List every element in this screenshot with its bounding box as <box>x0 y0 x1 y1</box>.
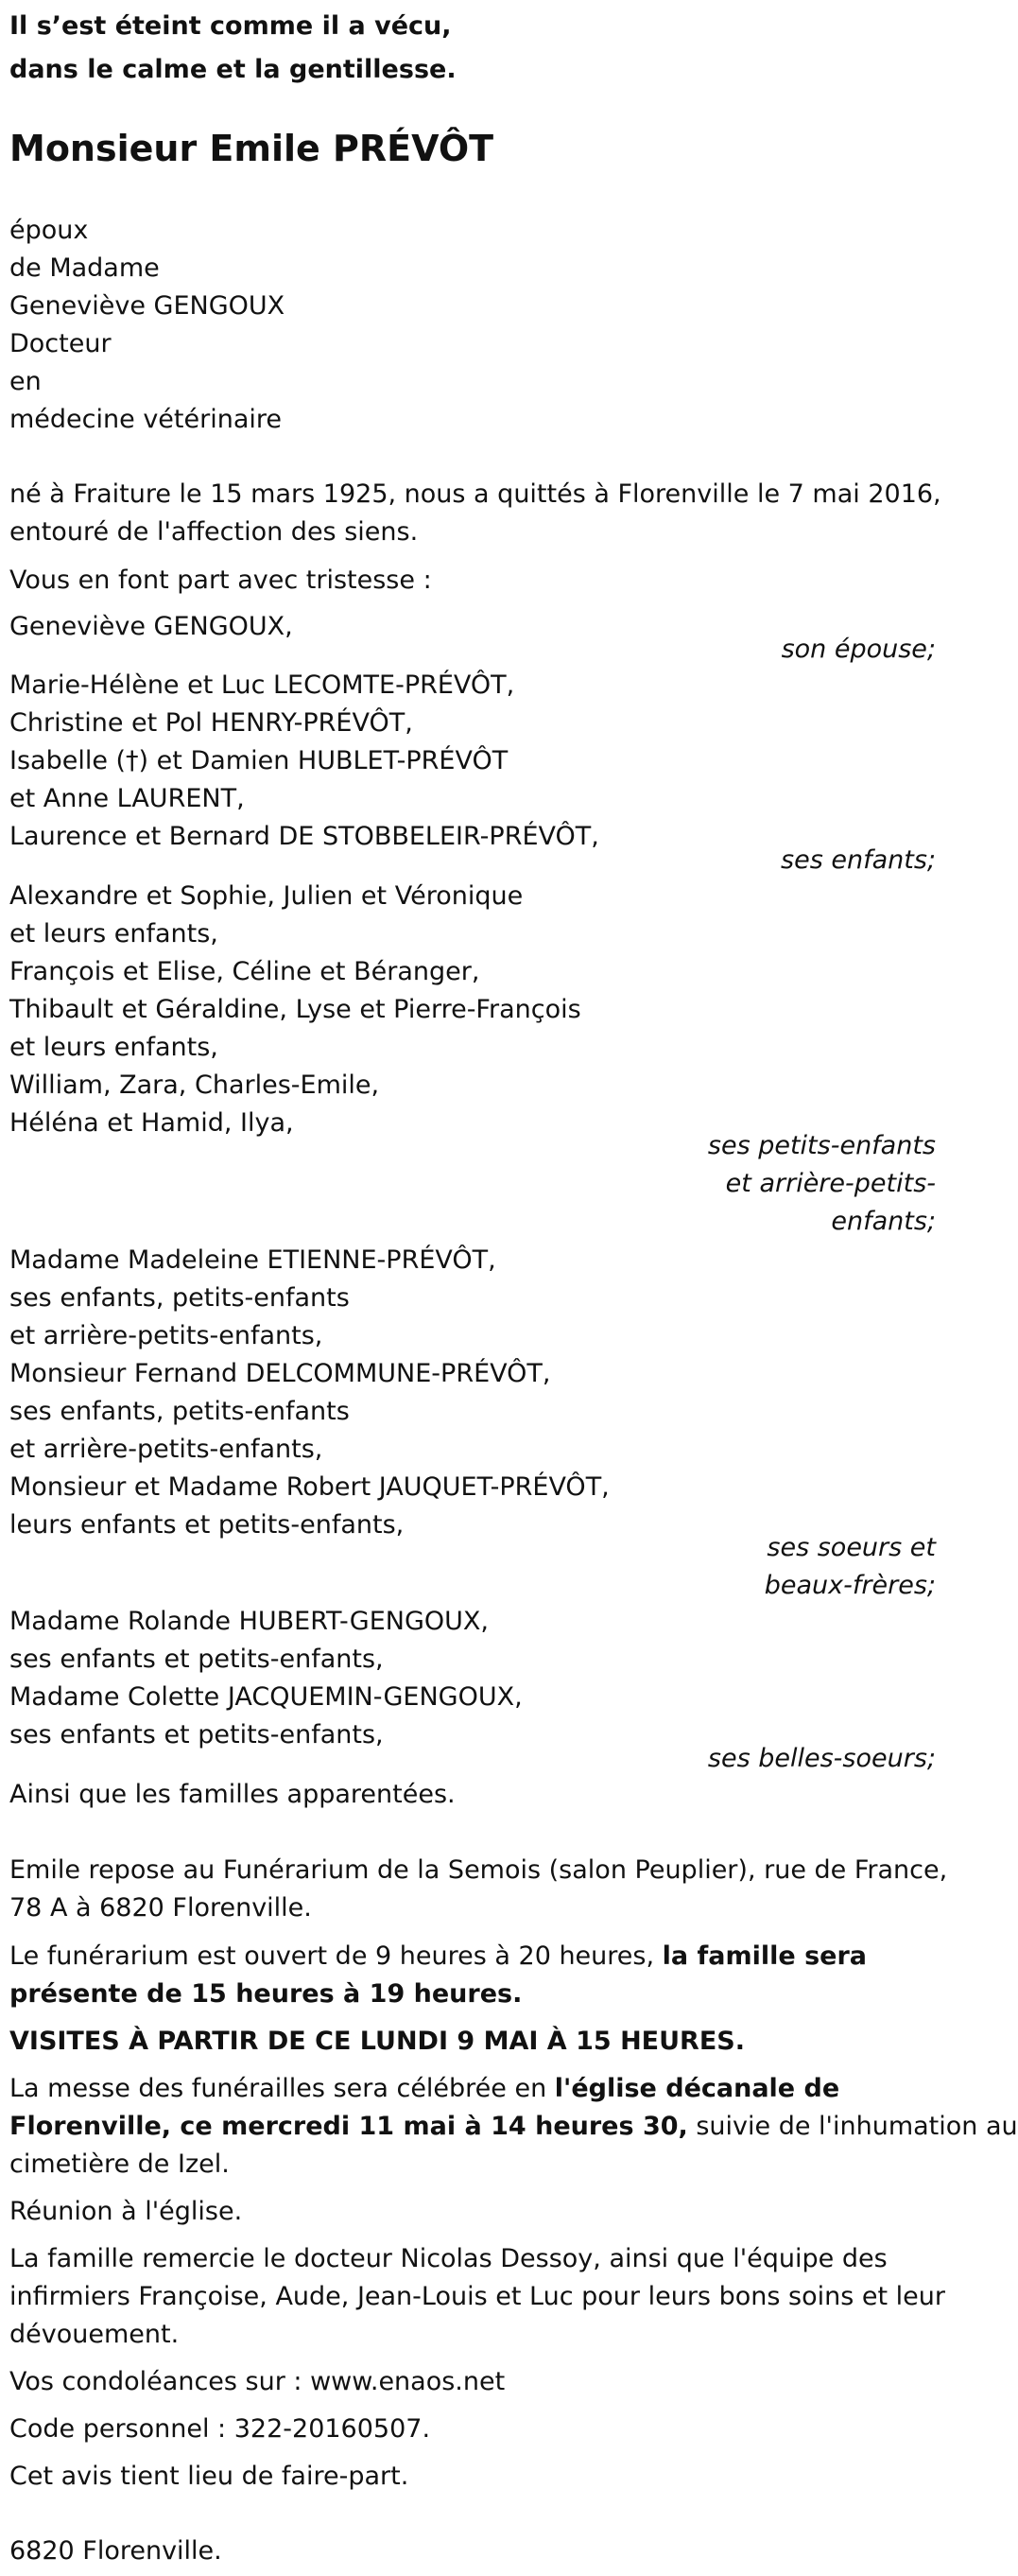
funerarium-line-1 <box>9 1938 867 1976</box>
grandchild-line: François et Elise, Céline et Béranger, <box>9 957 480 986</box>
code-line: Code personnel : 322-20160507. <box>9 2414 431 2444</box>
title-line: Docteur <box>9 329 112 358</box>
title-line: en <box>9 367 42 396</box>
thanks-line: infirmiers Françoise, Aude, Jean-Louis et Luc pour leurs bons soins et leur <box>9 2282 945 2311</box>
birth-death-line: né à Fraiture le 15 mars 1925, nous a quittés à Florenville le 7 mai 2016, <box>9 479 941 509</box>
sibling-line: Monsieur et Madame Robert JAUQUET-PRÉVÔT, <box>9 1472 610 1502</box>
sibling-line: ses enfants, petits-enfants <box>9 1283 350 1313</box>
title-line: médecine vétérinaire <box>9 405 282 434</box>
funerarium-line-2: présente de 15 heures à 19 heures. <box>9 1979 523 2009</box>
child-line: Marie-Hélène et Luc LECOMTE-PRÉVÔT, <box>9 670 515 700</box>
sister-in-law-line: Madame Rolande HUBERT-GENGOUX, <box>9 1607 489 1636</box>
notice-line: Cet avis tient lieu de faire-part. <box>9 2462 409 2491</box>
reunion-line: Réunion à l'église. <box>9 2197 243 2226</box>
sister-in-law-line: ses enfants et petits-enfants, <box>9 1720 384 1749</box>
title-line: époux <box>9 216 89 245</box>
epitaph-line-1: Il s’est éteint comme il a vécu, <box>9 11 452 41</box>
grandchild-line: et leurs enfants, <box>9 919 218 949</box>
place-line: 6820 Florenville. <box>9 2536 222 2566</box>
grandchild-line: Héléna et Hamid, Ilya, <box>9 1108 294 1138</box>
title-line: de Madame <box>9 253 160 283</box>
sibling-line: Madame Madeleine ETIENNE-PRÉVÔT, <box>9 1245 496 1275</box>
rest-line: 78 A à 6820 Florenville. <box>9 1893 312 1923</box>
sibling-line: et arrière-petits-enfants, <box>9 1321 323 1350</box>
grandchildren-role: ses petits-enfants <box>707 1131 936 1160</box>
siblings-role: beaux-frères; <box>764 1571 936 1600</box>
mass-date: Florenville, ce mercredi 11 mai à 14 heures 30, <box>9 2112 688 2141</box>
grandchild-line: William, Zara, Charles-Emile, <box>9 1070 380 1100</box>
sibling-line: et arrière-petits-enfants, <box>9 1435 323 1464</box>
child-line: Laurence et Bernard DE STOBBELEIR-PRÉVÔT, <box>9 822 599 851</box>
spouse-role: son épouse; <box>781 635 936 664</box>
rest-line: Emile repose au Funérarium de la Semois (salon Peuplier), rue de France, <box>9 1855 948 1885</box>
children-role: ses enfants; <box>781 845 936 875</box>
sibling-line: ses enfants, petits-enfants <box>9 1397 350 1426</box>
child-line: Isabelle (†) et Damien HUBLET-PRÉVÔT <box>9 746 509 775</box>
grandchildren-role: et arrière-petits- <box>725 1169 936 1198</box>
grandchild-line: et leurs enfants, <box>9 1033 218 1062</box>
condolences-line: Vos condoléances sur : www.enaos.net <box>9 2367 506 2396</box>
thanks-line: La famille remercie le docteur Nicolas Dessoy, ainsi que l'équipe des <box>9 2244 888 2273</box>
intro-text: Vous en font part avec tristesse : <box>9 566 432 595</box>
mass-line-1 <box>9 2070 839 2108</box>
spouse-line: Geneviève GENGOUX, <box>9 612 293 641</box>
mass-church: l'église décanale de <box>554 2074 840 2103</box>
child-line: Christine et Pol HENRY-PRÉVÔT, <box>9 708 413 738</box>
birth-death-line: entouré de l'affection des siens. <box>9 517 419 547</box>
mass-line-2 <box>9 2108 1018 2146</box>
grandchild-line: Thibault et Géraldine, Lyse et Pierre-François <box>9 995 581 1024</box>
mass-intro: La messe des funérailles sera célébrée en <box>9 2074 555 2103</box>
mass-burial: suivie de l'inhumation au <box>687 2112 1018 2141</box>
mass-line-3: cimetière de Izel. <box>9 2150 230 2179</box>
child-line: et Anne LAURENT, <box>9 784 245 813</box>
funerarium-family-presence: la famille sera <box>662 1941 868 1971</box>
visits-line: VISITES À PARTIR DE CE LUNDI 9 MAI À 15 HEURES. <box>9 2027 745 2056</box>
epitaph-line-2: dans le calme et la gentillesse. <box>9 55 457 84</box>
sister-in-law-line: Madame Colette JACQUEMIN-GENGOUX, <box>9 1682 523 1712</box>
title-line: Geneviève GENGOUX <box>9 291 285 321</box>
funerarium-hours: Le funérarium est ouvert de 9 heures à 20 heures, <box>9 1941 663 1971</box>
siblings-role: ses soeurs et <box>767 1533 936 1562</box>
sisters-in-law-role: ses belles-soeurs; <box>707 1744 936 1773</box>
sibling-line: leurs enfants et petits-enfants, <box>9 1510 405 1540</box>
thanks-line: dévouement. <box>9 2320 180 2349</box>
deceased-name: Monsieur Emile PRÉVÔT <box>9 128 494 169</box>
sister-in-law-line: ses enfants et petits-enfants, <box>9 1645 384 1674</box>
families-line: Ainsi que les familles apparentées. <box>9 1780 456 1809</box>
grandchildren-role: enfants; <box>831 1207 936 1236</box>
grandchild-line: Alexandre et Sophie, Julien et Véronique <box>9 881 524 911</box>
sibling-line: Monsieur Fernand DELCOMMUNE-PRÉVÔT, <box>9 1359 551 1388</box>
